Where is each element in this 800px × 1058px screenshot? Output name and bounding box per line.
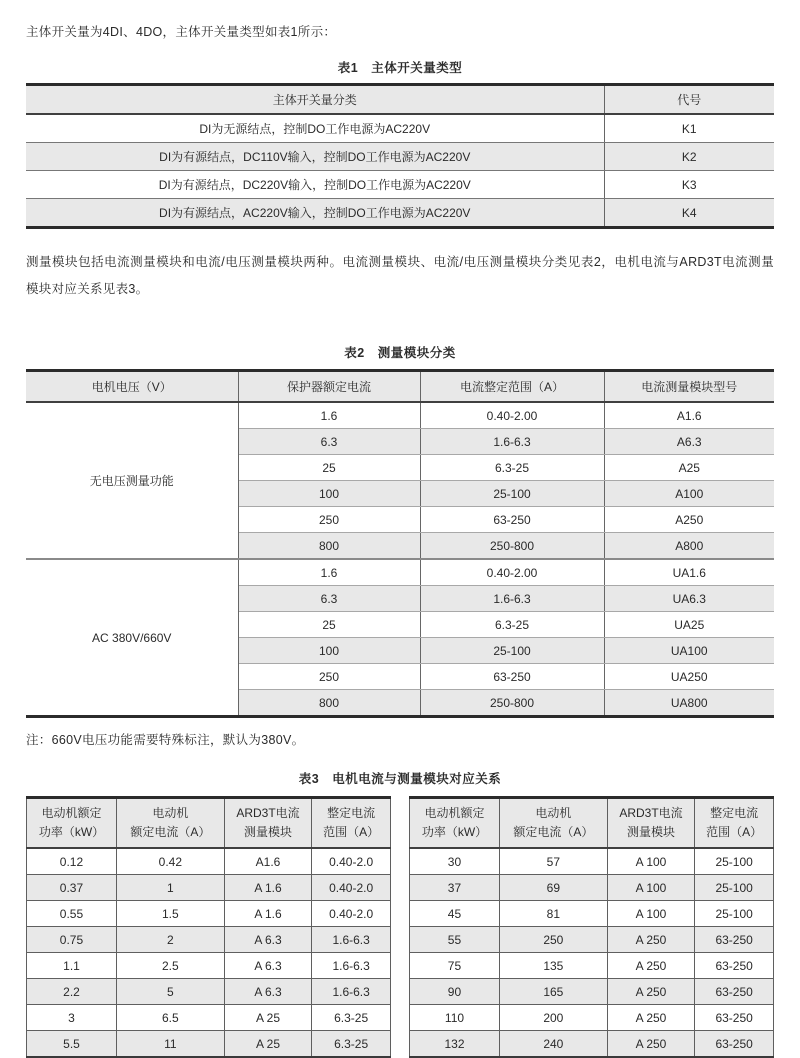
table3-cell: 0.40-2.0 (312, 901, 391, 927)
middle-paragraph: 测量模块包括电流测量模块和电流/电压测量模块两种。电流测量模块、电流/电压测量模块分类见表2，电机电流与ARD3T电流测量模块对应关系见表3。 (26, 255, 774, 296)
table3-left-body (27, 848, 391, 1057)
table2-cell: 0.40-2.00 (420, 402, 604, 429)
table3-cell: 1.6-6.3 (312, 927, 391, 953)
table3-cell: 63-250 (695, 979, 774, 1005)
table3-cell: 132 (410, 1031, 500, 1058)
table3-row (410, 901, 774, 927)
table3-cell: A 250 (607, 927, 695, 953)
table2-cell: A100 (604, 481, 774, 507)
table2-title: 表2 测量模块分类 (344, 346, 456, 360)
table2-cell: 25-100 (420, 481, 604, 507)
document-page (0, 24, 800, 1055)
table3-row (410, 848, 774, 875)
table2-cell: 6.3-25 (420, 455, 604, 481)
table1-cell: K3 (604, 171, 774, 199)
table3-cell: 57 (499, 848, 607, 875)
table2-header-cell: 保护器额定电流 (238, 371, 420, 403)
table2-group-label: AC 380V/660V (26, 559, 238, 717)
table3-cell: A 1.6 (224, 875, 312, 901)
table3-cell: 5 (116, 979, 224, 1005)
table3-cell: 0.12 (27, 848, 117, 875)
table3-cell: 2.5 (116, 953, 224, 979)
table3-cell: A 250 (607, 979, 695, 1005)
table2-cell: UA100 (604, 638, 774, 664)
table2-cell: 0.40-2.00 (420, 559, 604, 586)
table3-cell: 1.6-6.3 (312, 979, 391, 1005)
table3-row (410, 1005, 774, 1031)
table3-cell: A 6.3 (224, 927, 312, 953)
table3-cell: 165 (499, 979, 607, 1005)
table2-cell: UA250 (604, 664, 774, 690)
table3-cell: 2.2 (27, 979, 117, 1005)
table3-row (27, 953, 391, 979)
table3-cell: A 6.3 (224, 979, 312, 1005)
table2-cell: 1.6-6.3 (420, 586, 604, 612)
table3-cell: 63-250 (695, 1031, 774, 1058)
table2-cell: A6.3 (604, 429, 774, 455)
table2-cell: 1.6 (238, 559, 420, 586)
table3-cell: 25-100 (695, 901, 774, 927)
table3-cell: 1 (116, 875, 224, 901)
table3-cell: 1.1 (27, 953, 117, 979)
table2-header-cell: 电机电压（V） (26, 371, 238, 403)
table2-cell: UA6.3 (604, 586, 774, 612)
table2-group-label: 无电压测量功能 (26, 402, 238, 559)
table2-cell: UA25 (604, 612, 774, 638)
note-paragraph: 注：660V电压功能需要特殊标注，默认为380V。 (26, 733, 305, 747)
table3-cell: 63-250 (695, 953, 774, 979)
table2-cell: 6.3 (238, 429, 420, 455)
table1-cell: K4 (604, 199, 774, 228)
table2-cell: 6.3 (238, 586, 420, 612)
table3-cell: A 1.6 (224, 901, 312, 927)
table3-left-header-row (27, 798, 391, 849)
table2-cell: 800 (238, 690, 420, 717)
table3-cell: 240 (499, 1031, 607, 1058)
table3-row (410, 953, 774, 979)
table3-row (410, 875, 774, 901)
table2-body (26, 402, 774, 717)
table3-cell: 37 (410, 875, 500, 901)
table2-cell: UA1.6 (604, 559, 774, 586)
table3-row (27, 979, 391, 1005)
table2-row (26, 402, 774, 429)
table3-header-cell: 整定电流 范围（A） (695, 798, 774, 849)
table3-row (27, 1005, 391, 1031)
table3-row (410, 927, 774, 953)
table1-row (26, 199, 774, 228)
table3-cell: 200 (499, 1005, 607, 1031)
table3-cell: 0.42 (116, 848, 224, 875)
table3-row (27, 848, 391, 875)
table3-cell: 45 (410, 901, 500, 927)
table3-cell: A 250 (607, 1031, 695, 1058)
table2-cell: 250-800 (420, 533, 604, 560)
table1-cell: DI为无源结点，控制DO工作电源为AC220V (26, 114, 604, 143)
table3-row (27, 1031, 391, 1058)
table2-cell: 250 (238, 507, 420, 533)
table3-right-header-row (410, 798, 774, 849)
table1-row (26, 143, 774, 171)
table3-right-half (409, 796, 774, 1058)
table3-cell: 3 (27, 1005, 117, 1031)
table2-cell: 25 (238, 455, 420, 481)
table3-row (27, 927, 391, 953)
table3-cell: 75 (410, 953, 500, 979)
table3-title: 表3 电机电流与测量模块对应关系 (298, 772, 502, 786)
table3-cell: 0.40-2.0 (312, 848, 391, 875)
table3-cell: A 6.3 (224, 953, 312, 979)
table2-module-classification (26, 369, 774, 718)
table3-cell: 0.37 (27, 875, 117, 901)
table3-header-cell: ARD3T电流 测量模块 (224, 798, 312, 849)
table3-header-cell: 电动机 额定电流（A） (116, 798, 224, 849)
table3-cell: 25-100 (695, 848, 774, 875)
table2-cell: 63-250 (420, 664, 604, 690)
table3-cell: 55 (410, 927, 500, 953)
table3-row (410, 1031, 774, 1058)
table3-cell: 135 (499, 953, 607, 979)
table2-row (26, 559, 774, 586)
table3-cell: 0.55 (27, 901, 117, 927)
table1-row (26, 171, 774, 199)
table3-cell: A 25 (224, 1031, 312, 1058)
table3-cell: 250 (499, 927, 607, 953)
table3-cell: 6.3-25 (312, 1031, 391, 1058)
table2-cell: 6.3-25 (420, 612, 604, 638)
table2-cell: 1.6-6.3 (420, 429, 604, 455)
table3-cell: 0.75 (27, 927, 117, 953)
table2-cell: A1.6 (604, 402, 774, 429)
table3-right-body (410, 848, 774, 1057)
table2-cell: 250 (238, 664, 420, 690)
table1-header-cell: 代号 (604, 85, 774, 115)
table3-cell: 69 (499, 875, 607, 901)
table3-header-cell: 电动机 额定电流（A） (499, 798, 607, 849)
table3-cell: 63-250 (695, 1005, 774, 1031)
table1-row (26, 114, 774, 143)
table3-cell: 81 (499, 901, 607, 927)
table3-cell: 5.5 (27, 1031, 117, 1058)
table3-left-half (26, 796, 391, 1058)
table3-cell: 2 (116, 927, 224, 953)
table3-cell: A 100 (607, 875, 695, 901)
table3-cell: A 250 (607, 1005, 695, 1031)
table3-cell: 0.40-2.0 (312, 875, 391, 901)
table2-cell: 250-800 (420, 690, 604, 717)
table3-cell: A 250 (607, 953, 695, 979)
table3-cell: 63-250 (695, 927, 774, 953)
table2-cell: 100 (238, 481, 420, 507)
table3-row (27, 901, 391, 927)
table3-cell: A 100 (607, 901, 695, 927)
table2-cell: UA800 (604, 690, 774, 717)
table3-cell: 25-100 (695, 875, 774, 901)
table1-header-cell: 主体开关量分类 (26, 85, 604, 115)
table1-cell: K1 (604, 114, 774, 143)
table3-cell: 6.3-25 (312, 1005, 391, 1031)
table1-cell: DI为有源结点，DC110V输入，控制DO工作电源为AC220V (26, 143, 604, 171)
table3-cell: 11 (116, 1031, 224, 1058)
intro-paragraph: 主体开关量为4DI、4DO，主体开关量类型如表1所示： (26, 25, 337, 39)
table3-row (27, 875, 391, 901)
table3-header-cell: ARD3T电流 测量模块 (607, 798, 695, 849)
table2-cell: A800 (604, 533, 774, 560)
table1-cell: DI为有源结点，DC220V输入，控制DO工作电源为AC220V (26, 171, 604, 199)
table3-header-cell: 电动机额定 功率（kW） (410, 798, 500, 849)
page-content (6, 24, 794, 1058)
table2-header-cell: 电流整定范围（A） (420, 371, 604, 403)
table2-header-row (26, 371, 774, 403)
table2-cell: 63-250 (420, 507, 604, 533)
table3-cell: 6.5 (116, 1005, 224, 1031)
table3-cell: 30 (410, 848, 500, 875)
table1-header-row (26, 85, 774, 115)
table1-cell: K2 (604, 143, 774, 171)
table3-cell: A 100 (607, 848, 695, 875)
table3-header-cell: 电动机额定 功率（kW） (27, 798, 117, 849)
table2-cell: A25 (604, 455, 774, 481)
table2-header-cell: 电流测量模块型号 (604, 371, 774, 403)
table1-title: 表1 主体开关量类型 (337, 61, 463, 75)
table3-container (26, 796, 774, 1058)
table3-cell: 1.6-6.3 (312, 953, 391, 979)
table2-cell: A250 (604, 507, 774, 533)
table1-switch-types (26, 83, 774, 229)
table3-header-cell: 整定电流 范围（A） (312, 798, 391, 849)
table2-cell: 25 (238, 612, 420, 638)
table3-cell: 90 (410, 979, 500, 1005)
table3-cell: 110 (410, 1005, 500, 1031)
table3-cell: 1.5 (116, 901, 224, 927)
table2-cell: 1.6 (238, 402, 420, 429)
table2-cell: 100 (238, 638, 420, 664)
table3-row (410, 979, 774, 1005)
table3-cell: A1.6 (224, 848, 312, 875)
table2-cell: 800 (238, 533, 420, 560)
table1-cell: DI为有源结点，AC220V输入，控制DO工作电源为AC220V (26, 199, 604, 228)
table2-cell: 25-100 (420, 638, 604, 664)
table3-cell: A 25 (224, 1005, 312, 1031)
table1-body (26, 114, 774, 228)
